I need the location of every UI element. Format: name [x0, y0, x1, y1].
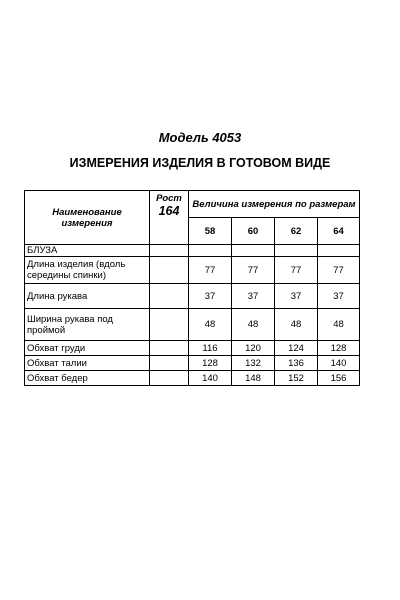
row-value: 156 — [318, 371, 360, 386]
row-value: 77 — [232, 257, 275, 284]
table-row — [25, 257, 360, 284]
row-value: 48 — [232, 309, 275, 341]
header-name: Наименование измерения — [25, 191, 150, 245]
row-rost — [150, 309, 189, 341]
size-64: 64 — [318, 218, 360, 245]
row-value: 77 — [275, 257, 318, 284]
section-row — [25, 245, 360, 257]
size-62: 62 — [275, 218, 318, 245]
row-value: 140 — [318, 356, 360, 371]
section-label: БЛУЗА — [25, 245, 150, 257]
row-rost — [150, 356, 189, 371]
row-value: 136 — [275, 356, 318, 371]
row-value: 140 — [189, 371, 232, 386]
row-rost — [150, 257, 189, 284]
row-label: Обхват бедер — [25, 371, 150, 386]
header-sizes: Величина измерения по размерам — [189, 191, 360, 218]
row-rost — [150, 341, 189, 356]
row-rost — [150, 371, 189, 386]
row-value: 128 — [318, 341, 360, 356]
row-label: Обхват груди — [25, 341, 150, 356]
table-row — [25, 309, 360, 341]
row-label: Ширина рукава под проймой — [25, 309, 150, 341]
document-title: ИЗМЕРЕНИЯ ИЗДЕЛИЯ В ГОТОВОМ ВИДЕ — [69, 156, 331, 170]
size-60: 60 — [232, 218, 275, 245]
header-rost — [150, 191, 189, 245]
header-rost-label: Рост — [156, 193, 182, 204]
table-row — [25, 284, 360, 309]
row-value: 124 — [275, 341, 318, 356]
row-value: 116 — [189, 341, 232, 356]
row-label: Длина изделия (вдоль середины спинки) — [25, 257, 150, 284]
size-58: 58 — [189, 218, 232, 245]
row-value: 77 — [189, 257, 232, 284]
row-value: 48 — [189, 309, 232, 341]
row-value: 128 — [189, 356, 232, 371]
row-label: Длина рукава — [25, 284, 150, 309]
row-value: 48 — [275, 309, 318, 341]
table-row — [25, 371, 360, 386]
row-value: 37 — [275, 284, 318, 309]
row-label: Обхват талии — [25, 356, 150, 371]
measurements-table — [24, 190, 360, 386]
row-value: 148 — [232, 371, 275, 386]
row-value: 37 — [318, 284, 360, 309]
row-value: 37 — [189, 284, 232, 309]
row-value: 37 — [232, 284, 275, 309]
row-value: 120 — [232, 341, 275, 356]
row-value: 77 — [318, 257, 360, 284]
row-value: 152 — [275, 371, 318, 386]
row-value: 48 — [318, 309, 360, 341]
header-rost-value: 164 — [158, 204, 180, 218]
row-rost — [150, 284, 189, 309]
table-row — [25, 356, 360, 371]
model-title: Модель 4053 — [158, 130, 242, 145]
row-value: 132 — [232, 356, 275, 371]
table-row — [25, 341, 360, 356]
